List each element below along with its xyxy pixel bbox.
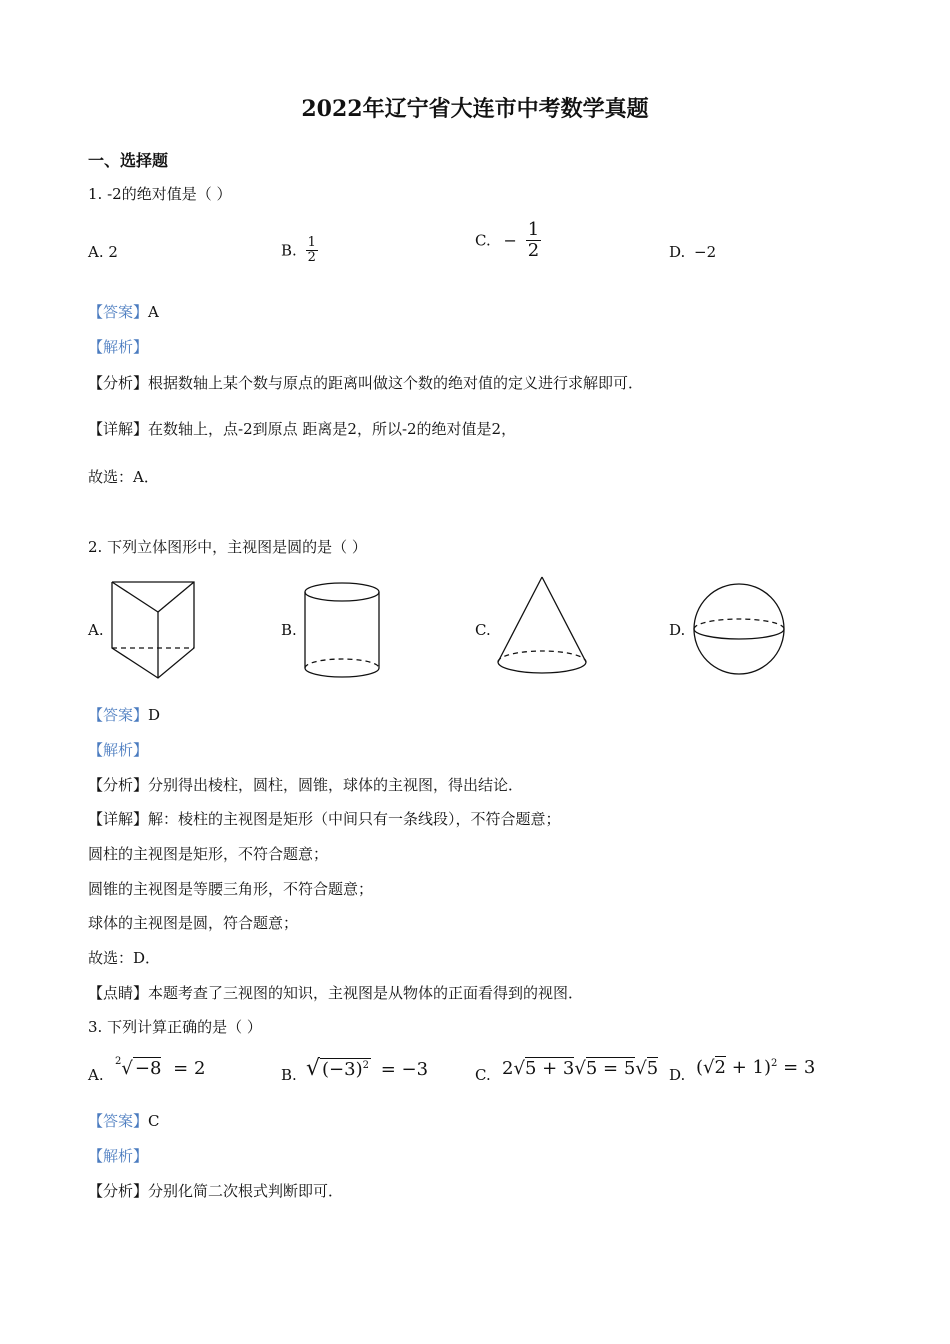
fenxi-text: 分别得出棱柱，圆柱，圆锥，球体的主视图，得出结论． (148, 776, 524, 794)
q1-option-c-label: C. (475, 231, 491, 250)
q1-guxuan: 故选：A． (88, 468, 159, 486)
radical-sign: √ (306, 1056, 321, 1081)
cylinder-figure (302, 580, 382, 682)
radical-sign: √ (703, 1057, 715, 1078)
q3-option-c-radicand: 5 (646, 1058, 659, 1079)
fenxi-text: 根据数轴上某个数与原点的距离叫做这个数的绝对值的定义进行求解即可． (148, 374, 644, 392)
q3-option-b-exponent: 2 (362, 1060, 369, 1071)
q1-option-b-denominator: 2 (307, 250, 316, 265)
answer-value: D (148, 706, 161, 724)
q3-option-c-coef1: 2 (502, 1058, 514, 1079)
q1-option-a: A. 2 (88, 243, 118, 261)
q1-option-b-label: B. (281, 241, 297, 260)
q2-option-d-label: D. (669, 621, 686, 639)
q3-option-a-label: A. (88, 1066, 104, 1084)
q3-option-c-expr (502, 1058, 658, 1079)
q3-jiexi: 【解析】 (88, 1147, 149, 1165)
q3-option-d-expr (696, 1057, 815, 1078)
q3-answer (88, 1111, 160, 1131)
fenxi-tag: 【分析】 (88, 776, 149, 794)
xiangjie-text: 解：棱柱的主视图是矩形（中间只有一条线段），不符合题意； (148, 810, 561, 828)
section-heading: 一、选择题 (88, 151, 169, 170)
q3-option-a-index: 2 (115, 1056, 122, 1067)
q1-option-c-fraction (526, 220, 541, 261)
cone-figure (495, 574, 589, 680)
answer-tag: 【答案】 (88, 706, 149, 724)
radical-sign: √ (121, 1058, 133, 1079)
q2-line2: 圆柱的主视图是矩形，不符合题意； (88, 845, 329, 863)
answer-value: C (148, 1112, 160, 1130)
q3-option-c-part2: 5 + 3 (524, 1058, 575, 1079)
q1-jiexi: 【解析】 (88, 338, 149, 356)
q1-option-b-numerator: 1 (307, 235, 316, 250)
q3-fenxi (88, 1181, 343, 1201)
sphere-figure (691, 581, 787, 677)
answer-tag: 【答案】 (88, 1112, 149, 1130)
q1-option-c-numerator: 1 (527, 219, 540, 240)
answer-tag: 【答案】 (88, 303, 149, 321)
xiangjie-tag: 【详解】 (88, 420, 149, 438)
triangular-prism-figure (108, 578, 200, 682)
q2-guxuan: 故选：D． (88, 949, 161, 967)
q3-option-d-radicand: 2 (714, 1057, 726, 1078)
q2-option-c-label: C. (475, 621, 491, 639)
q1-option-b (281, 236, 318, 265)
q3-option-a-rhs: = 2 (173, 1058, 206, 1079)
dianjing-tag: 【点睛】 (88, 984, 149, 1002)
q3-option-d-rhs: = 3 (777, 1057, 816, 1078)
fenxi-tag: 【分析】 (88, 374, 149, 392)
q3-option-c-label: C. (475, 1066, 491, 1084)
q2-option-a-label: A. (88, 621, 104, 639)
q2-dianjing (88, 983, 583, 1003)
q3-option-d-open: ( (696, 1057, 704, 1078)
q1-option-d (669, 243, 716, 261)
radical-sign: √ (513, 1058, 525, 1079)
q2-line4: 球体的主视图是圆，符合题意； (88, 914, 299, 932)
q2-stem: 2. 下列立体图形中，主视图是圆的是（ ） (88, 538, 367, 556)
q1-stem: 1. -2的绝对值是（ ） (88, 185, 232, 203)
q3-option-b-radicand (320, 1058, 371, 1080)
fenxi-tag: 【分析】 (88, 1182, 149, 1200)
q3-stem: 3. 下列计算正确的是（ ） (88, 1018, 262, 1036)
q1-xiangjie (88, 419, 516, 439)
page-title: 2022年辽宁省大连市中考数学真题 (301, 96, 649, 122)
answer-value: A (148, 303, 159, 321)
q3-option-a-expr (115, 1058, 205, 1079)
q3-option-b-base: (−3) (322, 1059, 363, 1080)
q3-option-c-part3: 5 = 5 (585, 1058, 636, 1079)
radical-sign: √ (574, 1058, 586, 1079)
q1-option-c-sign: − (503, 231, 517, 250)
xiangjie-text: 在数轴上，点-2到原点 距离是2，所以-2的绝对值是2， (148, 420, 517, 438)
fenxi-text: 分别化简二次根式判断即可． (148, 1182, 344, 1200)
q3-option-b-label: B. (281, 1066, 297, 1084)
q3-option-b-expr (306, 1056, 428, 1081)
q3-option-d-label: D. (669, 1066, 686, 1084)
xiangjie-tag: 【详解】 (88, 810, 149, 828)
q1-option-c (475, 220, 541, 261)
radical-sign: √ (635, 1058, 647, 1079)
q3-option-d-mid: + 1) (725, 1057, 771, 1078)
q2-answer (88, 705, 160, 725)
q2-line3: 圆锥的主视图是等腰三角形，不符合题意； (88, 880, 374, 898)
q3-option-b-rhs: = −3 (380, 1059, 429, 1080)
q2-jiexi: 【解析】 (88, 741, 149, 759)
q1-fenxi (88, 373, 643, 393)
q2-xiangjie (88, 809, 561, 829)
dianjing-text: 本题考查了三视图的知识，主视图是从物体的正面看得到的视图． (148, 984, 584, 1002)
q1-option-d-label: D. (669, 243, 686, 261)
q1-answer (88, 302, 159, 322)
q2-fenxi (88, 775, 523, 795)
q1-option-c-denominator: 2 (527, 240, 540, 261)
q1-option-b-fraction (306, 236, 318, 265)
q3-option-a-radicand: −8 (134, 1058, 162, 1079)
q2-option-b-label: B. (281, 621, 297, 639)
q3-option-d-exponent: 2 (770, 1058, 778, 1069)
q1-option-d-value: −2 (694, 243, 717, 261)
